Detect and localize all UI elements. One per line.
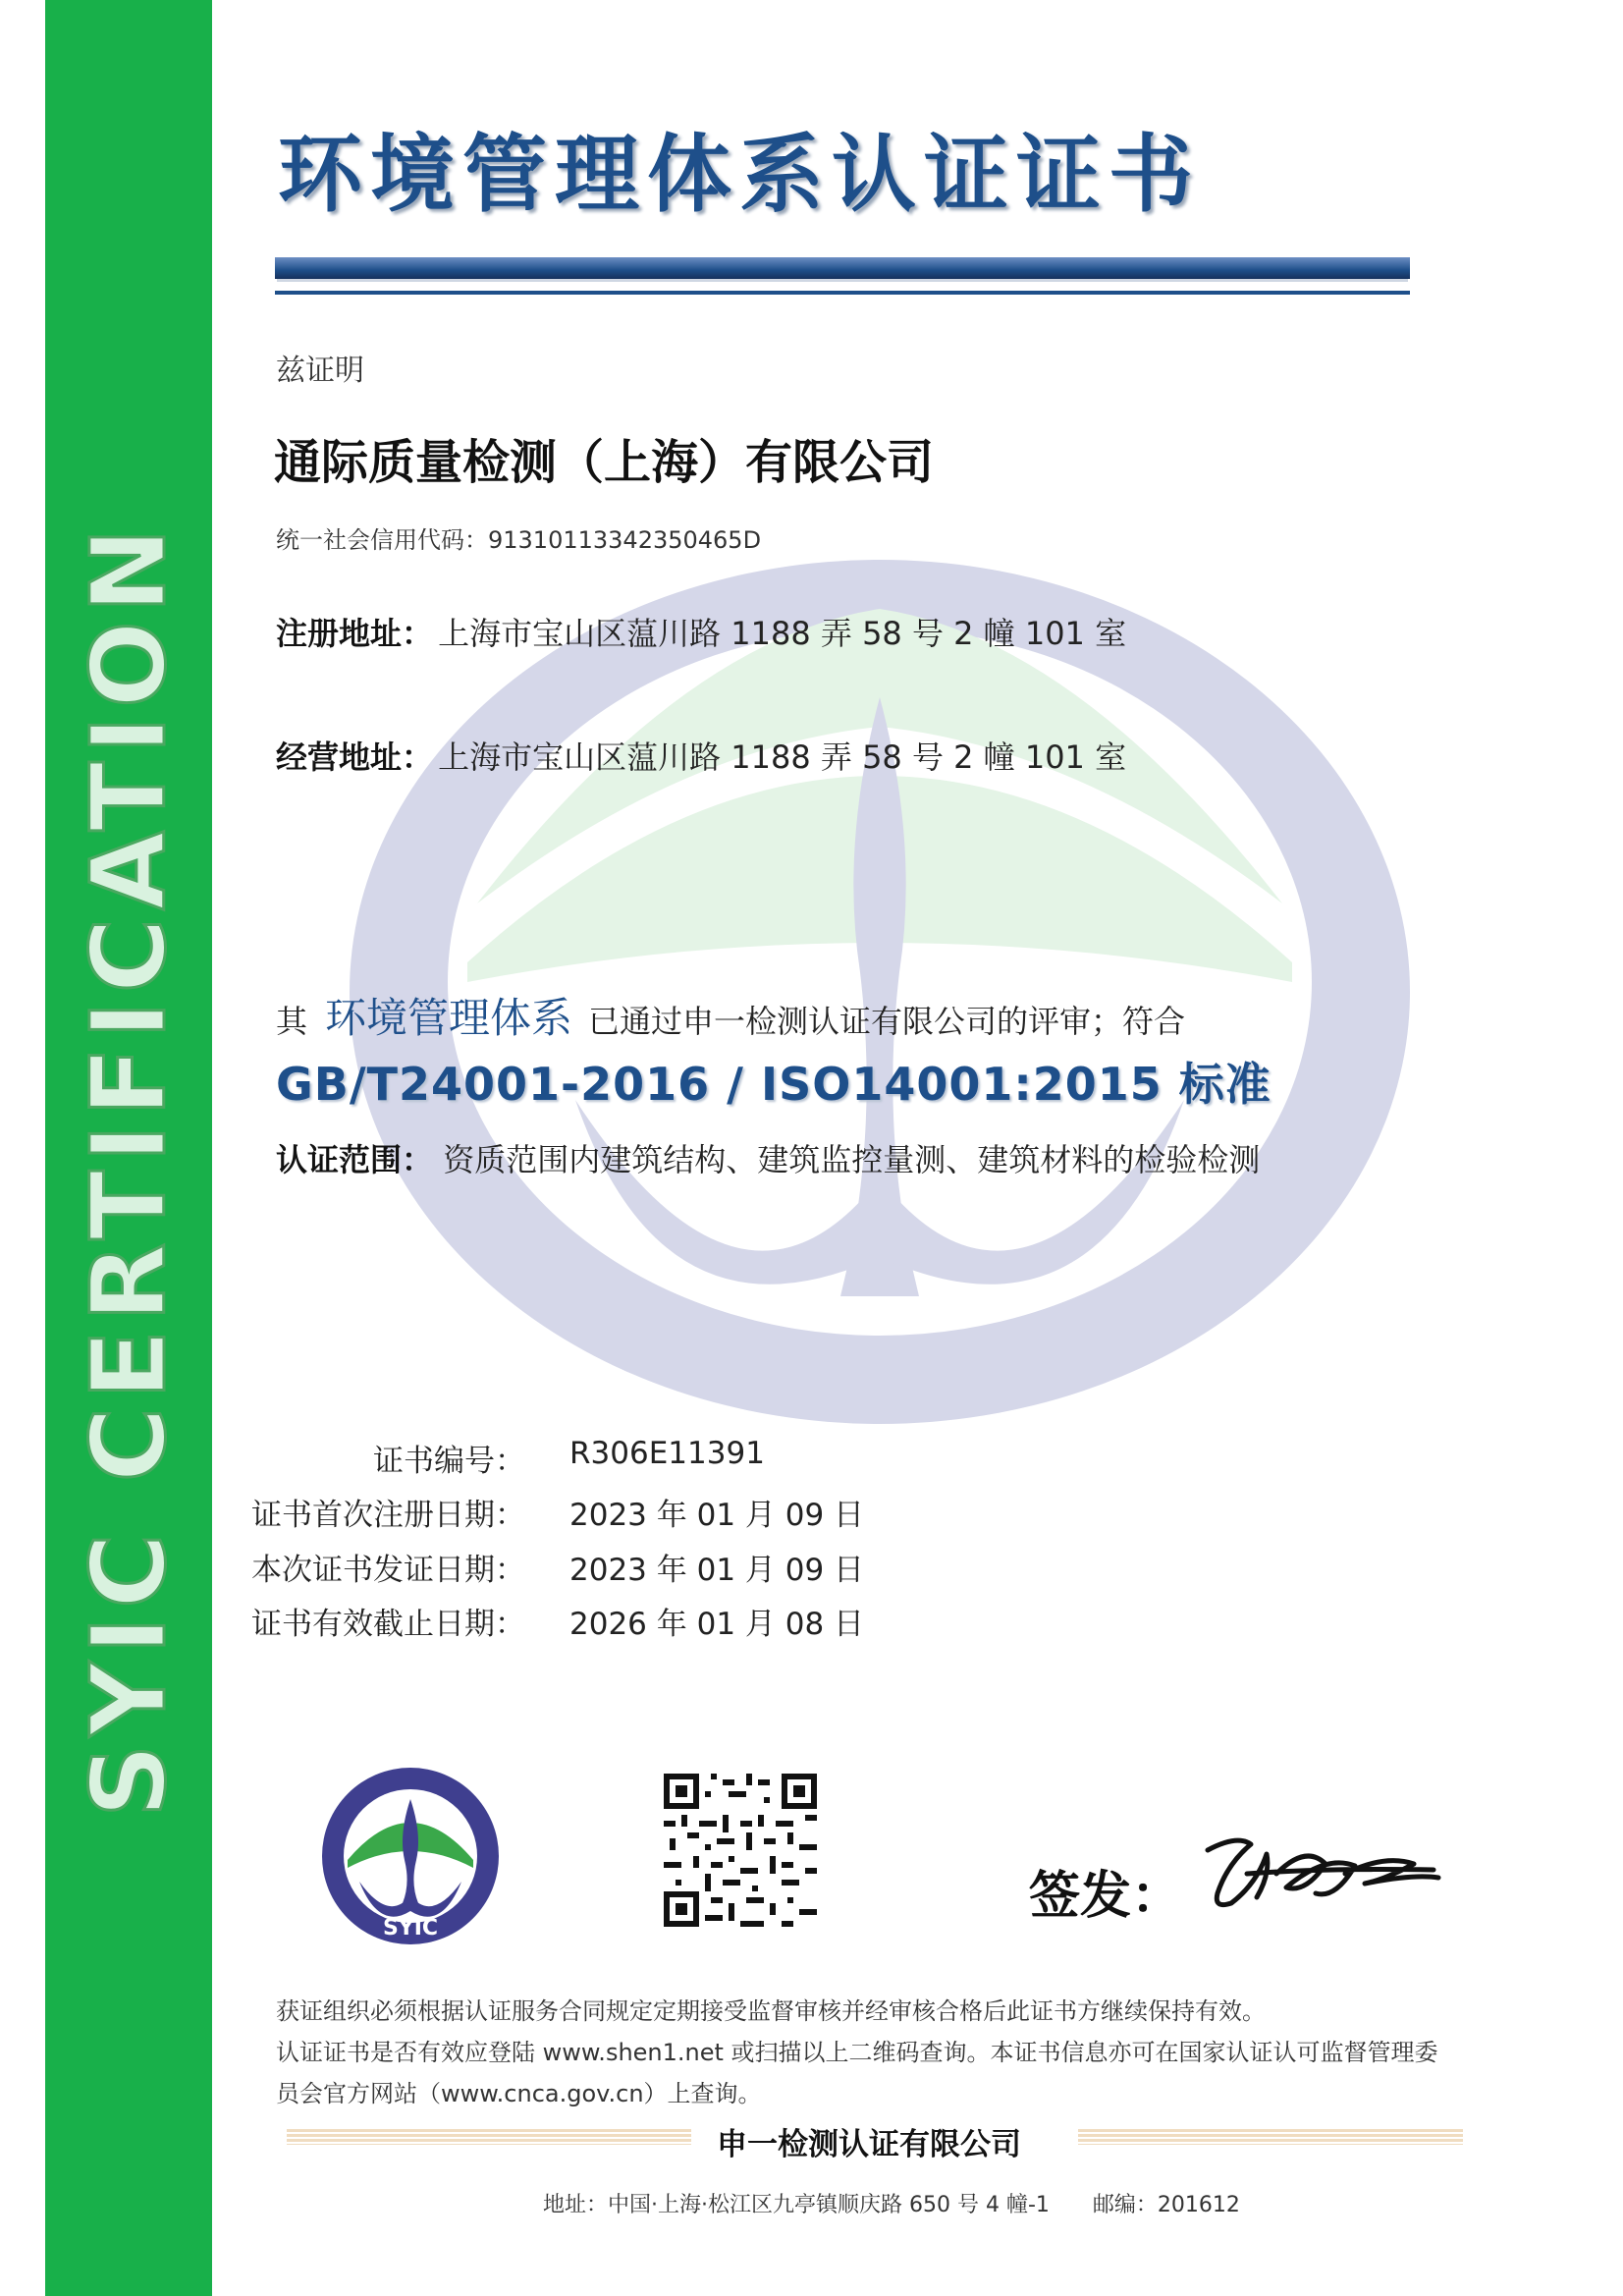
registered-address-value: 上海市宝山区蕰川路 1188 弄 58 号 2 幢 101 室 — [438, 615, 1127, 652]
conformity-statement — [276, 986, 1185, 1045]
registered-address-label: 注册地址： — [276, 615, 434, 652]
footer-address: 地址：中国·上海·松江区九亭镇顺庆路 650 号 4 幢-1 邮编：201612 — [543, 2193, 1240, 2217]
cert-info-label: 本次证书发证日期： — [251, 1553, 525, 1588]
issue-date-row — [251, 1545, 1055, 1588]
signature — [1188, 1815, 1453, 1923]
issuer-bar-right — [1078, 2129, 1463, 2145]
operating-address-value: 上海市宝山区蕰川路 1188 弄 58 号 2 幢 101 室 — [438, 738, 1127, 776]
first-registration-row — [251, 1490, 1055, 1533]
certificate-title: 环境管理体系认证证书 — [278, 125, 1201, 224]
cert-info-label: 证书首次注册日期： — [251, 1498, 525, 1533]
verification-note-cont: 员会官方网站（www.cnca.gov.cn）上查询。 — [276, 2080, 762, 2107]
cert-info-value: 2023 年 01 月 09 日 — [569, 1553, 865, 1588]
issuer-name: 申一检测认证有限公司 — [717, 2127, 1021, 2162]
conformity-suffix: 已通过申一检测认证有限公司的评审；符合 — [588, 1003, 1186, 1040]
logo-text: SYIC — [382, 1916, 439, 1941]
cert-info-value: R306E11391 — [569, 1436, 765, 1471]
qr-code[interactable] — [664, 1774, 817, 1927]
verification-note: 认证证书是否有效应登陆 www.shen1.net 或扫描以上二维码查询。本证书信息亦可在国家认证认可监督管理委 — [276, 2039, 1438, 2066]
title-underline — [275, 257, 1410, 279]
standard-text: GB/T24001-2016 / ISO14001:2015 标准 — [276, 1058, 1271, 1111]
cert-info-label: 证书有效截止日期： — [251, 1607, 525, 1642]
issuer-bar-left — [287, 2129, 691, 2145]
validity-note: 获证组织必须根据认证服务合同规定定期接受监督审核并经审核合格后此证书方继续保持有效。 — [276, 1997, 1266, 2025]
title-underline-thin — [275, 291, 1410, 295]
credit-code: 统一社会信用代码：91310113342350465D — [276, 526, 762, 554]
conformity-prefix: 其 — [276, 1003, 308, 1040]
scope-label: 认证范围： — [276, 1141, 434, 1178]
sidebar-certification-text: SYIC CERTIFICATION — [69, 519, 189, 1818]
syic-logo — [320, 1766, 501, 1946]
cert-info-label: 证书编号： — [373, 1444, 525, 1479]
certification-scope — [276, 1135, 1260, 1180]
scope-value: 资质范围内建筑结构、建筑监控量测、建筑材料的检验检测 — [443, 1141, 1261, 1178]
registered-address — [276, 609, 1126, 654]
cert-info-value: 2023 年 01 月 09 日 — [569, 1498, 865, 1533]
cert-number-row — [270, 1436, 1055, 1479]
company-name: 通际质量检测（上海）有限公司 — [274, 435, 935, 490]
hereby-text: 兹证明 — [276, 354, 364, 388]
operating-address — [276, 733, 1126, 778]
operating-address-label: 经营地址： — [276, 738, 434, 776]
expiry-date-row — [251, 1599, 1055, 1642]
management-system-name: 环境管理体系 — [325, 994, 573, 1042]
sign-label: 签发： — [1029, 1866, 1183, 1926]
cert-info-value: 2026 年 01 月 08 日 — [569, 1607, 865, 1642]
